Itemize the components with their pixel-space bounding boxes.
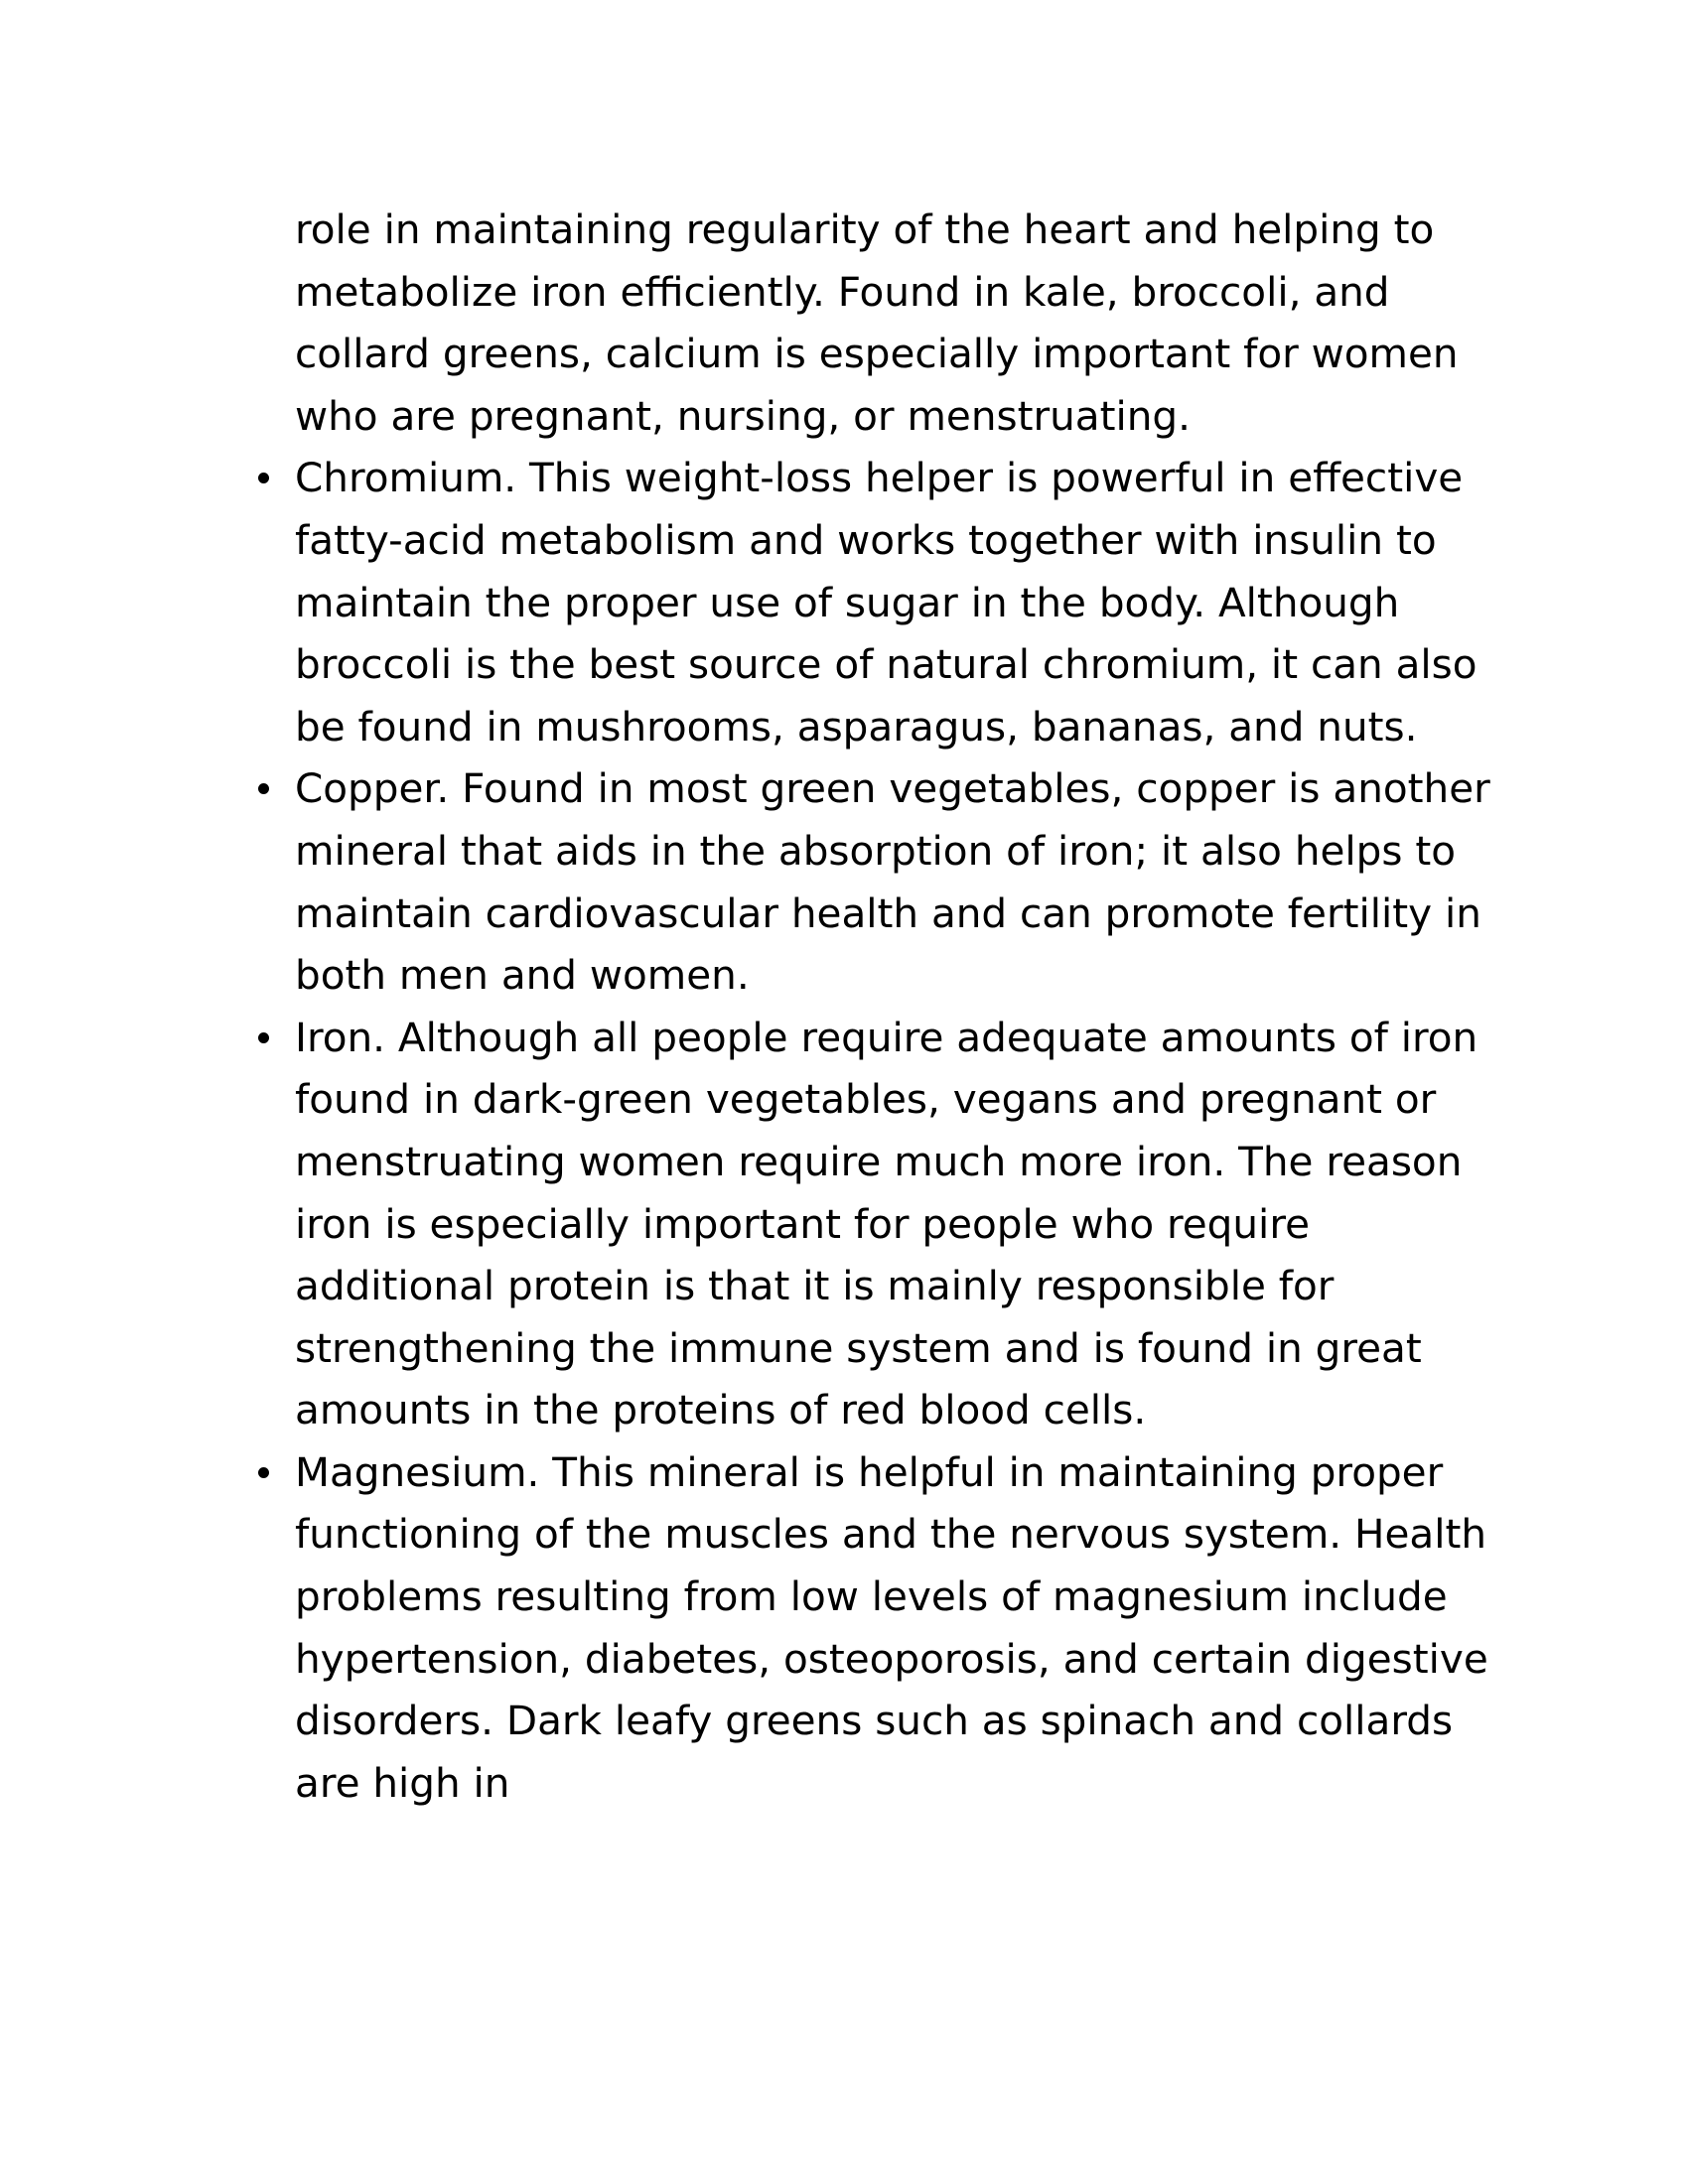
page-content xyxy=(295,199,1506,1814)
bullet-icon xyxy=(258,1467,269,1478)
bullet-icon xyxy=(258,783,269,794)
bullet-icon xyxy=(258,1032,269,1043)
bullet-item-chromium xyxy=(295,447,1506,757)
mineral-bullet-list xyxy=(295,447,1506,1814)
bullet-text-copper: Copper. Found in most green vegetables, copper is another mineral that aids in the absorption of iron; it also helps to maintain cardiovascular health and can promote fertility in both men and women. xyxy=(295,764,1490,1000)
bullet-item-copper xyxy=(295,757,1506,1006)
bullet-text-iron: Iron. Although all people require adequate amounts of iron found in dark-green vegetables, vegans and pregnant or menstruating women require much more iron. The reason iron is especially important for people who require additional protein is that it is mainly responsible for strengthening the immune system and is found in great amounts in the proteins of red blood cells. xyxy=(295,1013,1478,1434)
bullet-text-chromium: Chromium. This weight-loss helper is powerful in effective fatty-acid metabolism and works together with insulin to maintain the proper use of sugar in the body. Although broccoli is the best source of natural chromium, it can also be found in mushrooms, asparagus, bananas, and nuts. xyxy=(295,454,1477,751)
bullet-item-iron xyxy=(295,1007,1506,1441)
bullet-text-magnesium: Magnesium. This mineral is helpful in maintaining proper functioning of the muscles and the nervous system. Health problems resulting from low levels of magnesium include hypertension, diabetes, osteoporosis, and certain digestive disorders. Dark leafy greens such as spinach and collards are high in xyxy=(295,1447,1488,1807)
bullet-icon xyxy=(258,473,269,483)
continuation-paragraph: role in maintaining regularity of the heart and helping to metabolize iron efficiently. Found in kale, broccoli, and collard greens, calcium is especially important for women who are pregnant, nursing, or menstruating. xyxy=(295,205,1459,440)
bullet-item-magnesium xyxy=(295,1441,1506,1815)
